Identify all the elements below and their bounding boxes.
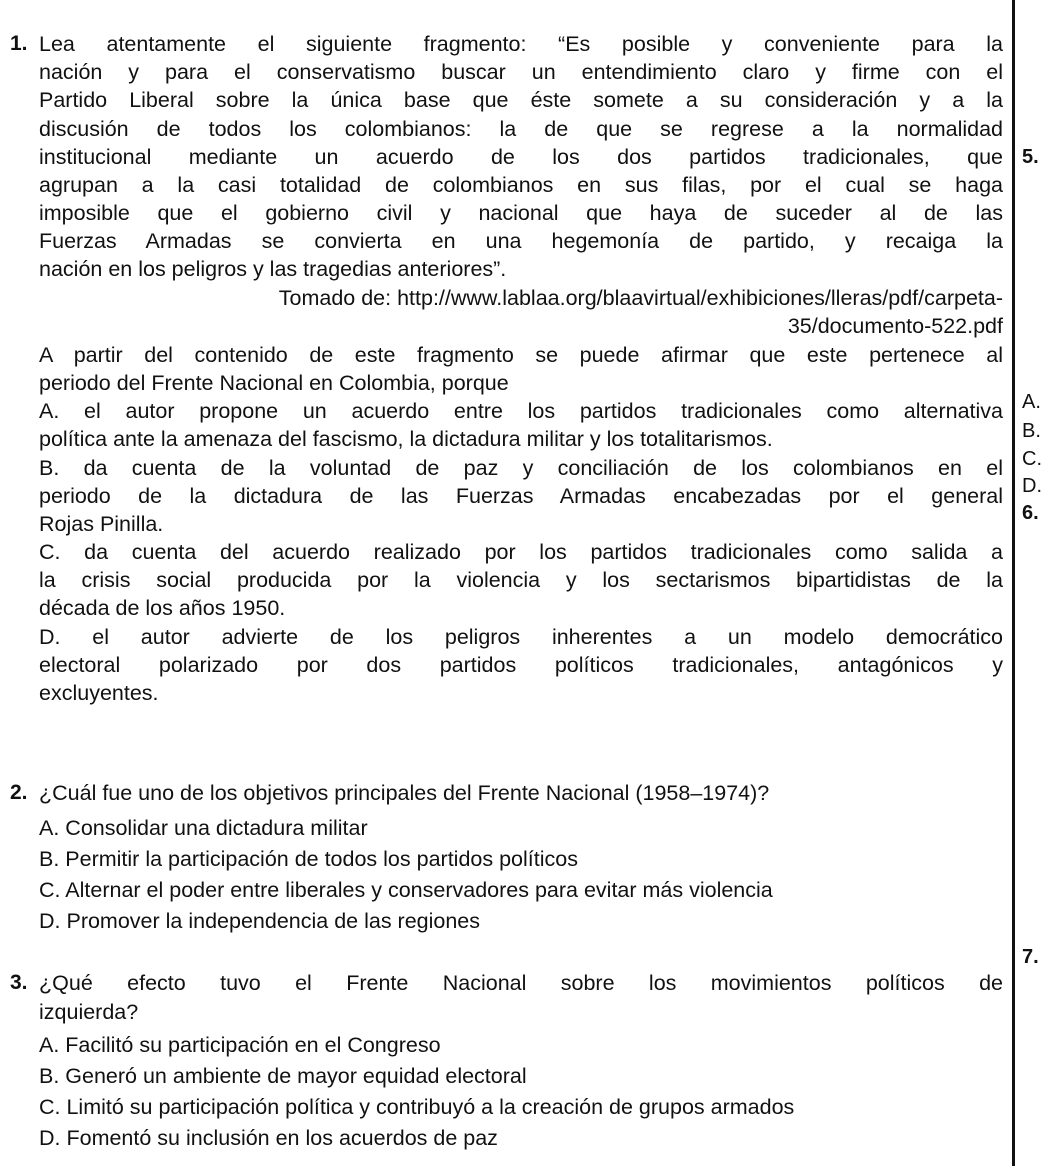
side-number-5: 5. [1022, 146, 1039, 168]
side-number-7: 7. [1022, 946, 1039, 968]
side-letter-a: A. [1022, 391, 1041, 413]
q1-stem-line: Lea atentamente el siguiente fragmento: “Es posible y conveniente para la [39, 32, 1003, 56]
q1-stem-line: agrupan a la casi totalidad de colombianos en sus filas, por el cual se haga [39, 173, 1003, 197]
q1-option-c: C. da cuenta del acuerdo realizado por los partidos tradicionales como salida a [39, 540, 1003, 564]
side-letter-c: C. [1022, 448, 1042, 470]
q1-stem-line: nación y para el conservatismo buscar un entendimiento claro y firme con el [39, 60, 1003, 84]
q1-prompt-line: A partir del contenido de este fragmento se puede afirmar que este pertenece al [39, 343, 1003, 367]
q1-option-a: política ante la amenaza del fascismo, la dictadura militar y los totalitarismos. [39, 427, 773, 451]
q3-option-a: A. Facilitó su participación en el Congreso [39, 1033, 441, 1057]
q1-prompt-line: periodo del Frente Nacional en Colombia, porque [39, 371, 509, 395]
q2-number: 2. [10, 781, 28, 804]
q3-option-c: C. Limitó su participación política y contribuyó a la creación de grupos armados [39, 1095, 795, 1119]
column-divider [1012, 0, 1015, 1166]
q1-stem-line: Fuerzas Armadas se convierta en una hegemonía de partido, y recaiga la [39, 229, 1003, 253]
q2-option-b: B. Permitir la participación de todos los partidos políticos [39, 847, 578, 871]
q1-option-d: electoral polarizado por dos partidos políticos tradicionales, antagónicos y [39, 653, 1003, 677]
side-number-6: 6. [1022, 502, 1039, 524]
q3-stem-line: izquierda? [39, 1000, 139, 1024]
q1-option-b: periodo de la dictadura de las Fuerzas Armadas encabezadas por el general [39, 484, 1003, 508]
q1-option-a: A. el autor propone un acuerdo entre los partidos tradicionales como alternativa [39, 399, 1003, 423]
q3-option-b: B. Generó un ambiente de mayor equidad electoral [39, 1064, 527, 1088]
q2-stem-line: ¿Cuál fue uno de los objetivos principales del Frente Nacional (1958–1974)? [39, 781, 770, 805]
q2-option-c: C. Alternar el poder entre liberales y conservadores para evitar más violencia [39, 878, 773, 902]
q1-number: 1. [10, 32, 28, 55]
side-letter-b: B. [1022, 420, 1041, 442]
q3-number: 3. [10, 971, 28, 994]
q1-source-line: 35/documento-522.pdf [787, 314, 1003, 338]
q1-stem-line: institucional mediante un acuerdo de los dos partidos tradicionales, que [39, 145, 1003, 169]
q2-option-d: D. Promover la independencia de las regiones [39, 909, 481, 933]
q1-option-c: la crisis social producida por la violencia y los sectarismos bipartidistas de la [39, 568, 1003, 592]
q2-option-a: A. Consolidar una dictadura militar [39, 816, 368, 840]
q1-stem-line: nación en los peligros y las tragedias anteriores”. [39, 257, 507, 281]
q1-option-b: B. da cuenta de la voluntad de paz y conciliación de los colombianos en el [39, 456, 1003, 480]
q1-option-d: excluyentes. [39, 681, 159, 705]
q3-option-d: D. Fomentó su inclusión en los acuerdos de paz [39, 1126, 498, 1150]
q1-option-b: Rojas Pinilla. [39, 512, 164, 536]
q1-source-line: Tomado de: http://www.lablaa.org/blaavirtual/exhibiciones/lleras/pdf/carpeta- [278, 286, 1003, 310]
q1-option-d: D. el autor advierte de los peligros inherentes a un modelo democrático [39, 625, 1003, 649]
q1-stem-line: discusión de todos los colombianos: la de que se regrese a la normalidad [39, 117, 1003, 141]
q3-stem-line: ¿Qué efecto tuvo el Frente Nacional sobre los movimientos políticos de [39, 971, 1003, 995]
side-letter-d: D. [1022, 475, 1042, 497]
q1-stem-line: imposible que el gobierno civil y nacional que haya de suceder al de las [39, 201, 1003, 225]
q1-stem-line: Partido Liberal sobre la única base que éste somete a su consideración y a la [39, 88, 1003, 112]
q1-option-c: década de los años 1950. [39, 596, 286, 620]
